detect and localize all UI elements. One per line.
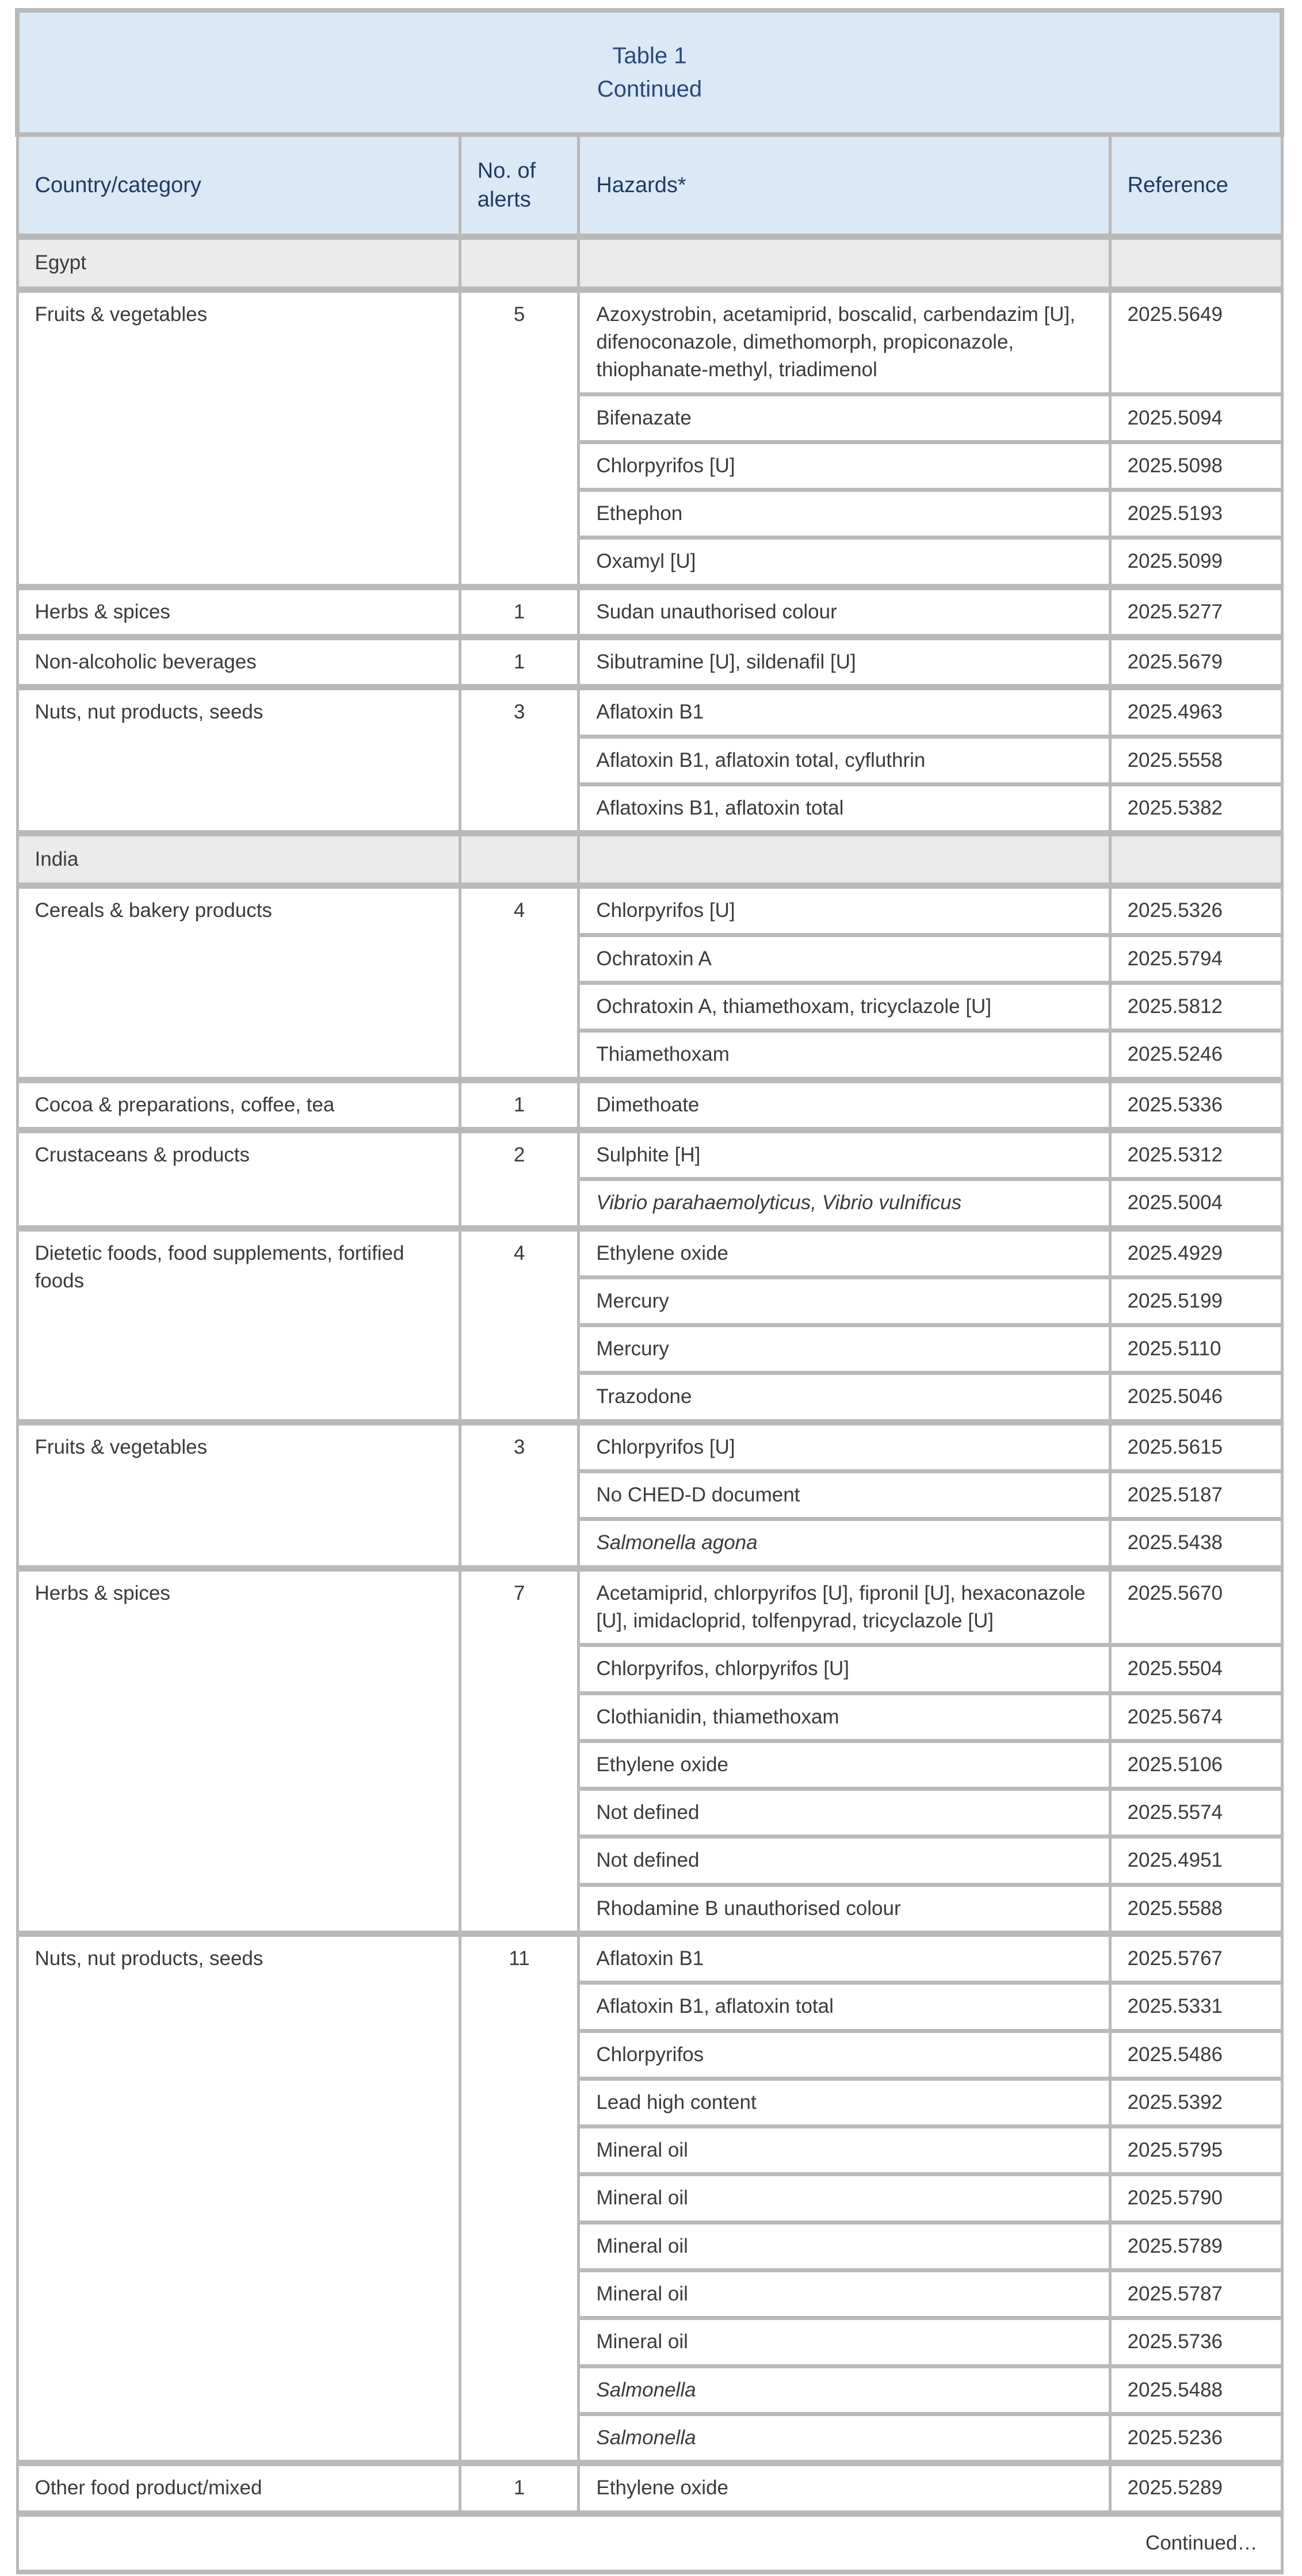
reference-cell: 2025.5615 <box>1110 1422 1282 1471</box>
category-cell: Herbs & spices <box>17 1568 460 1933</box>
category-cell: Fruits & vegetables <box>17 289 460 587</box>
hazard-row <box>17 1130 1282 1179</box>
alerts-count-cell: 4 <box>460 1228 579 1422</box>
hazard-cell: Aflatoxin B1, aflatoxin total, cyfluthrin <box>579 736 1110 784</box>
reference-cell: 2025.5504 <box>1110 1645 1282 1693</box>
hazard-row <box>17 2463 1282 2513</box>
category-cell: Nuts, nut products, seeds <box>17 687 460 834</box>
reference-cell: 2025.5187 <box>1110 1472 1282 1519</box>
alerts-count-cell: 4 <box>460 886 579 1080</box>
hazard-cell: Mineral oil <box>579 2174 1110 2222</box>
hazard-cell: Ethylene oxide <box>579 1741 1110 1788</box>
hazard-cell: Salmonella <box>579 2366 1110 2414</box>
reference-cell: 2025.5046 <box>1110 1373 1282 1422</box>
reference-cell: 2025.5795 <box>1110 2127 1282 2174</box>
hazard-cell: Sudan unauthorised colour <box>579 587 1110 637</box>
hazard-cell: Thiamethoxam <box>579 1031 1110 1080</box>
reference-cell: 2025.5289 <box>1110 2463 1282 2513</box>
country-section-row <box>17 237 1282 289</box>
alerts-count-cell: 3 <box>460 687 579 834</box>
reference-cell: 2025.5382 <box>1110 784 1282 833</box>
hazard-cell: Ochratoxin A, thiamethoxam, tricyclazole [U] <box>579 983 1110 1031</box>
hazard-row <box>17 1934 1282 1983</box>
hazard-row <box>17 587 1282 637</box>
reference-cell: 2025.5099 <box>1110 538 1282 587</box>
reference-cell: 2025.5277 <box>1110 587 1282 637</box>
hazard-cell: Oxamyl [U] <box>579 538 1110 587</box>
table-body <box>17 237 1282 2513</box>
hazard-row <box>17 637 1282 687</box>
hazard-cell: Mineral oil <box>579 2271 1110 2318</box>
reference-cell: 2025.5094 <box>1110 394 1282 442</box>
reference-cell: 2025.5106 <box>1110 1741 1282 1788</box>
reference-cell: 2025.5488 <box>1110 2366 1282 2414</box>
category-cell: Other food product/mixed <box>17 2463 460 2513</box>
country-name-cell: India <box>17 834 460 886</box>
category-cell: Non-alcoholic beverages <box>17 637 460 687</box>
hazard-cell: Aflatoxin B1 <box>579 1934 1110 1983</box>
alerts-count-cell: 1 <box>460 587 579 637</box>
reference-cell: 2025.5787 <box>1110 2271 1282 2318</box>
hazard-row <box>17 1422 1282 1471</box>
reference-cell: 2025.5004 <box>1110 1179 1282 1228</box>
hazard-cell: Chlorpyrifos [U] <box>579 1422 1110 1471</box>
alerts-count-cell: 11 <box>460 1934 579 2463</box>
reference-cell: 2025.5246 <box>1110 1031 1282 1080</box>
table-title-line2: Continued <box>597 77 702 102</box>
reference-cell: 2025.5486 <box>1110 2031 1282 2078</box>
column-header-alerts: No. of alerts <box>460 135 579 237</box>
hazard-cell: Clothianidin, thiamethoxam <box>579 1693 1110 1741</box>
hazard-row <box>17 1568 1282 1645</box>
hazard-cell: Salmonella agona <box>579 1519 1110 1568</box>
alerts-count-cell: 2 <box>460 1130 579 1228</box>
column-header-reference: Reference <box>1110 135 1282 237</box>
reference-cell: 2025.5679 <box>1110 637 1282 687</box>
reference-cell: 2025.5670 <box>1110 1568 1282 1645</box>
hazard-row <box>17 886 1282 935</box>
hazard-cell: Ethylene oxide <box>579 1228 1110 1277</box>
reference-cell: 2025.5199 <box>1110 1277 1282 1325</box>
continued-label: Continued… <box>17 2513 1282 2572</box>
alerts-count-cell: 3 <box>460 1422 579 1568</box>
hazard-cell: Ethylene oxide <box>579 2463 1110 2513</box>
table-title-row <box>17 10 1282 135</box>
hazard-cell: Dimethoate <box>579 1080 1110 1130</box>
reference-cell: 2025.5331 <box>1110 1983 1282 2031</box>
reference-cell: 2025.5789 <box>1110 2222 1282 2270</box>
hazard-cell: Chlorpyrifos [U] <box>579 442 1110 490</box>
reference-cell: 2025.5392 <box>1110 2078 1282 2126</box>
column-header-row <box>17 135 1282 237</box>
hazard-cell: Sulphite [H] <box>579 1130 1110 1179</box>
reference-cell: 2025.5236 <box>1110 2414 1282 2463</box>
section-empty-cell <box>579 834 1110 886</box>
reference-cell: 2025.5767 <box>1110 1934 1282 1983</box>
continued-row <box>17 2513 1282 2572</box>
reference-cell: 2025.5193 <box>1110 490 1282 538</box>
hazard-cell: Azoxystrobin, acetamiprid, boscalid, carbendazim [U], difenoconazole, dimethomorph, propiconazole, thiophanate-methyl, triadimenol <box>579 289 1110 394</box>
hazard-cell: Not defined <box>579 1789 1110 1837</box>
hazard-cell: Aflatoxins B1, aflatoxin total <box>579 784 1110 833</box>
column-header-hazards: Hazards* <box>579 135 1110 237</box>
hazard-cell: Mercury <box>579 1277 1110 1325</box>
hazard-row <box>17 1228 1282 1277</box>
section-empty-cell <box>1110 834 1282 886</box>
reference-cell: 2025.5588 <box>1110 1885 1282 1933</box>
category-cell: Nuts, nut products, seeds <box>17 1934 460 2463</box>
reference-cell: 2025.5312 <box>1110 1130 1282 1179</box>
alerts-count-cell: 1 <box>460 637 579 687</box>
hazard-cell: Aflatoxin B1 <box>579 687 1110 736</box>
table-title <box>17 10 1282 135</box>
reference-cell: 2025.5110 <box>1110 1325 1282 1373</box>
category-cell: Cereals & bakery products <box>17 886 460 1080</box>
hazard-cell: Chlorpyrifos, chlorpyrifos [U] <box>579 1645 1110 1693</box>
hazard-row <box>17 1080 1282 1130</box>
reference-cell: 2025.4929 <box>1110 1228 1282 1277</box>
category-cell: Crustaceans & products <box>17 1130 460 1228</box>
section-empty-cell <box>579 237 1110 289</box>
category-cell: Fruits & vegetables <box>17 1422 460 1568</box>
reference-cell: 2025.5794 <box>1110 935 1282 983</box>
category-cell: Dietetic foods, food supplements, fortified foods <box>17 1228 460 1422</box>
country-section-row <box>17 834 1282 886</box>
reference-cell: 2025.5736 <box>1110 2318 1282 2366</box>
hazard-cell: Mercury <box>579 1325 1110 1373</box>
section-empty-cell <box>460 834 579 886</box>
reference-cell: 2025.5790 <box>1110 2174 1282 2222</box>
hazard-cell: Mineral oil <box>579 2318 1110 2366</box>
category-cell: Herbs & spices <box>17 587 460 637</box>
alerts-count-cell: 7 <box>460 1568 579 1933</box>
reference-cell: 2025.4951 <box>1110 1837 1282 1885</box>
reference-cell: 2025.5649 <box>1110 289 1282 394</box>
hazard-cell: Lead high content <box>579 2078 1110 2126</box>
alerts-table <box>15 8 1284 2574</box>
hazard-cell: Vibrio parahaemolyticus, Vibrio vulnificus <box>579 1179 1110 1228</box>
hazard-cell: Chlorpyrifos [U] <box>579 886 1110 935</box>
hazard-cell: Bifenazate <box>579 394 1110 442</box>
hazard-cell: Ochratoxin A <box>579 935 1110 983</box>
alerts-count-cell: 1 <box>460 2463 579 2513</box>
reference-cell: 2025.5674 <box>1110 1693 1282 1741</box>
hazard-cell: Mineral oil <box>579 2222 1110 2270</box>
reference-cell: 2025.5812 <box>1110 983 1282 1031</box>
table-title-line1: Table 1 <box>612 43 687 68</box>
column-header-country: Country/category <box>17 135 460 237</box>
hazard-row <box>17 289 1282 394</box>
document-page <box>15 8 1284 2574</box>
hazard-cell: Trazodone <box>579 1373 1110 1422</box>
hazard-cell: Rhodamine B unauthorised colour <box>579 1885 1110 1933</box>
category-cell: Cocoa & preparations, coffee, tea <box>17 1080 460 1130</box>
hazard-cell: Sibutramine [U], sildenafil [U] <box>579 637 1110 687</box>
reference-cell: 2025.5326 <box>1110 886 1282 935</box>
hazard-cell: Not defined <box>579 1837 1110 1885</box>
hazard-cell: Mineral oil <box>579 2127 1110 2174</box>
country-name-cell: Egypt <box>17 237 460 289</box>
section-empty-cell <box>1110 237 1282 289</box>
hazard-cell: Ethephon <box>579 490 1110 538</box>
reference-cell: 2025.5558 <box>1110 736 1282 784</box>
reference-cell: 2025.5574 <box>1110 1789 1282 1837</box>
hazard-cell: Chlorpyrifos <box>579 2031 1110 2078</box>
reference-cell: 2025.5336 <box>1110 1080 1282 1130</box>
reference-cell: 2025.5098 <box>1110 442 1282 490</box>
hazard-cell: No CHED-D document <box>579 1472 1110 1519</box>
hazard-cell: Acetamiprid, chlorpyrifos [U], fipronil [U], hexaconazole [U], imidacloprid, tolfenpyrad, tricyclazole [U] <box>579 1568 1110 1645</box>
section-empty-cell <box>460 237 579 289</box>
alerts-count-cell: 5 <box>460 289 579 587</box>
hazard-cell: Aflatoxin B1, aflatoxin total <box>579 1983 1110 2031</box>
hazard-row <box>17 687 1282 736</box>
reference-cell: 2025.4963 <box>1110 687 1282 736</box>
hazard-cell: Salmonella <box>579 2414 1110 2463</box>
alerts-count-cell: 1 <box>460 1080 579 1130</box>
reference-cell: 2025.5438 <box>1110 1519 1282 1568</box>
